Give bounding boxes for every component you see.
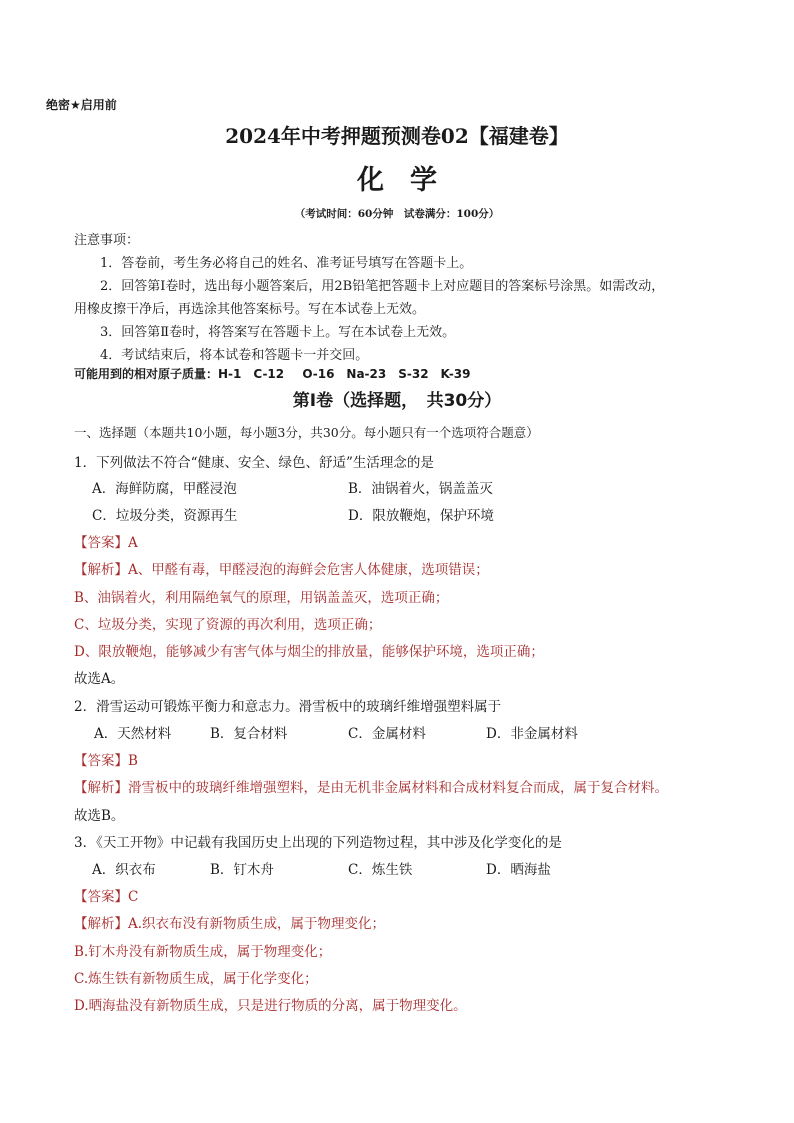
question-stem: 1．下列做法不符合“健康、安全、绿色、舒适”生活理念的是 [74,455,434,471]
answer-value: B [128,753,138,769]
notice-item: 2．回答第Ⅰ卷时，选出每小题答案后，用2B铅笔把答题卡上对应题目的答案标号涂黑。如需改动， [100,279,665,294]
notice-item: 4．考试结束后，将本试卷和答题卡一并交回。 [100,348,369,363]
answer-line [74,885,138,905]
analysis-line [74,558,489,578]
analysis-text: D、限放鞭炮，能够减少有害气体与烟尘的排放量，能够保护环境，选项正确； [74,644,544,660]
analysis-text: C.炼生铁有新物质生成，属于化学变化； [74,971,318,987]
part-title: 一、选择题（本题共10小题，每小题3分，共30分。每小题只有一个选项符合题意） [74,425,539,440]
exam-meta: （考试时间：60分钟 试卷满分：100分） [294,208,500,220]
section-title: 第Ⅰ卷（选择题， 共30分） [292,391,502,411]
question-stem: 2．滑雪运动可锻炼平衡力和意志力。滑雪板中的玻璃纤维增强塑料属于 [74,699,502,715]
analysis-text: 滑雪板中的玻璃纤维增强塑料，是由无机非金属材料和合成材料复合而成，属于复合材料。 [128,780,668,796]
analysis-tag: 【解析】 [74,916,128,932]
atomic-masses: 可能用到的相对原子质量：H-1 C-12 O-16 Na-23 S-32 K-39 [74,367,471,381]
analysis-tag: 【解析】 [74,780,128,796]
notice-item: 用橡皮擦干净后，再选涂其他答案标号。写在本试卷上无效。 [74,302,426,317]
option: D．晒海盐 [486,862,551,878]
answer-tag: 【答案】 [74,753,128,769]
option: A．织衣布 [92,862,156,878]
option: C．金属材料 [348,726,426,742]
analysis-text: B、油锅着火，利用隔绝氧气的原理，用锅盖盖灭，选项正确； [74,590,449,606]
analysis-text: C、垃圾分类，实现了资源的再次利用，选项正确； [74,617,382,633]
option: B．复合材料 [210,726,288,742]
option: C．炼生铁 [348,862,413,878]
option: D．非金属材料 [486,726,578,742]
answer-tag: 【答案】 [74,535,128,551]
answer-line [74,531,138,551]
option: B．油锅着火，锅盖盖灭 [348,481,493,497]
answer-line [74,749,138,769]
option: A．天然材料 [94,726,172,742]
analysis-line [74,912,385,932]
analysis-text: B.钉木舟没有新物质生成，属于物理变化； [74,944,332,960]
analysis-text: D.晒海盐没有新物质生成，只是进行物质的分离，属于物理变化。 [74,998,467,1014]
option: C．垃圾分类，资源再生 [92,508,238,524]
analysis-tag: 【解析】 [74,562,128,578]
option: B．钉木舟 [210,862,274,878]
confidential-label: 绝密★启用前 [46,98,117,112]
notice-heading: 注意事项： [74,233,140,248]
subject-title: 化学 [357,165,463,196]
analysis-line [74,776,668,796]
answer-tag: 【答案】 [74,889,128,905]
answer-value: C [128,889,139,905]
question-stem: 3．《天工开物》中记载有我国历史上出现的下列造物过程，其中涉及化学变化的是 [74,835,562,851]
option: D．限放鞭炮，保护环境 [348,508,494,524]
conclusion: 故选A。 [74,671,125,687]
answer-value: A [128,535,138,551]
conclusion: 故选B。 [74,808,125,824]
exam-title: 2024年中考押题预测卷02【福建卷】 [225,124,569,148]
notice-item: 1．答卷前，考生务必将自己的姓名、准考证号填写在答题卡上。 [100,256,473,271]
analysis-text: A.织衣布没有新物质生成，属于物理变化； [128,916,386,932]
option: A．海鲜防腐，甲醛浸泡 [92,481,237,497]
analysis-text: A、甲醛有毒，甲醛浸泡的海鲜会危害人体健康，选项错误； [128,562,489,578]
notice-item: 3．回答第Ⅱ卷时，将答案写在答题卡上。写在本试卷上无效。 [100,325,456,340]
